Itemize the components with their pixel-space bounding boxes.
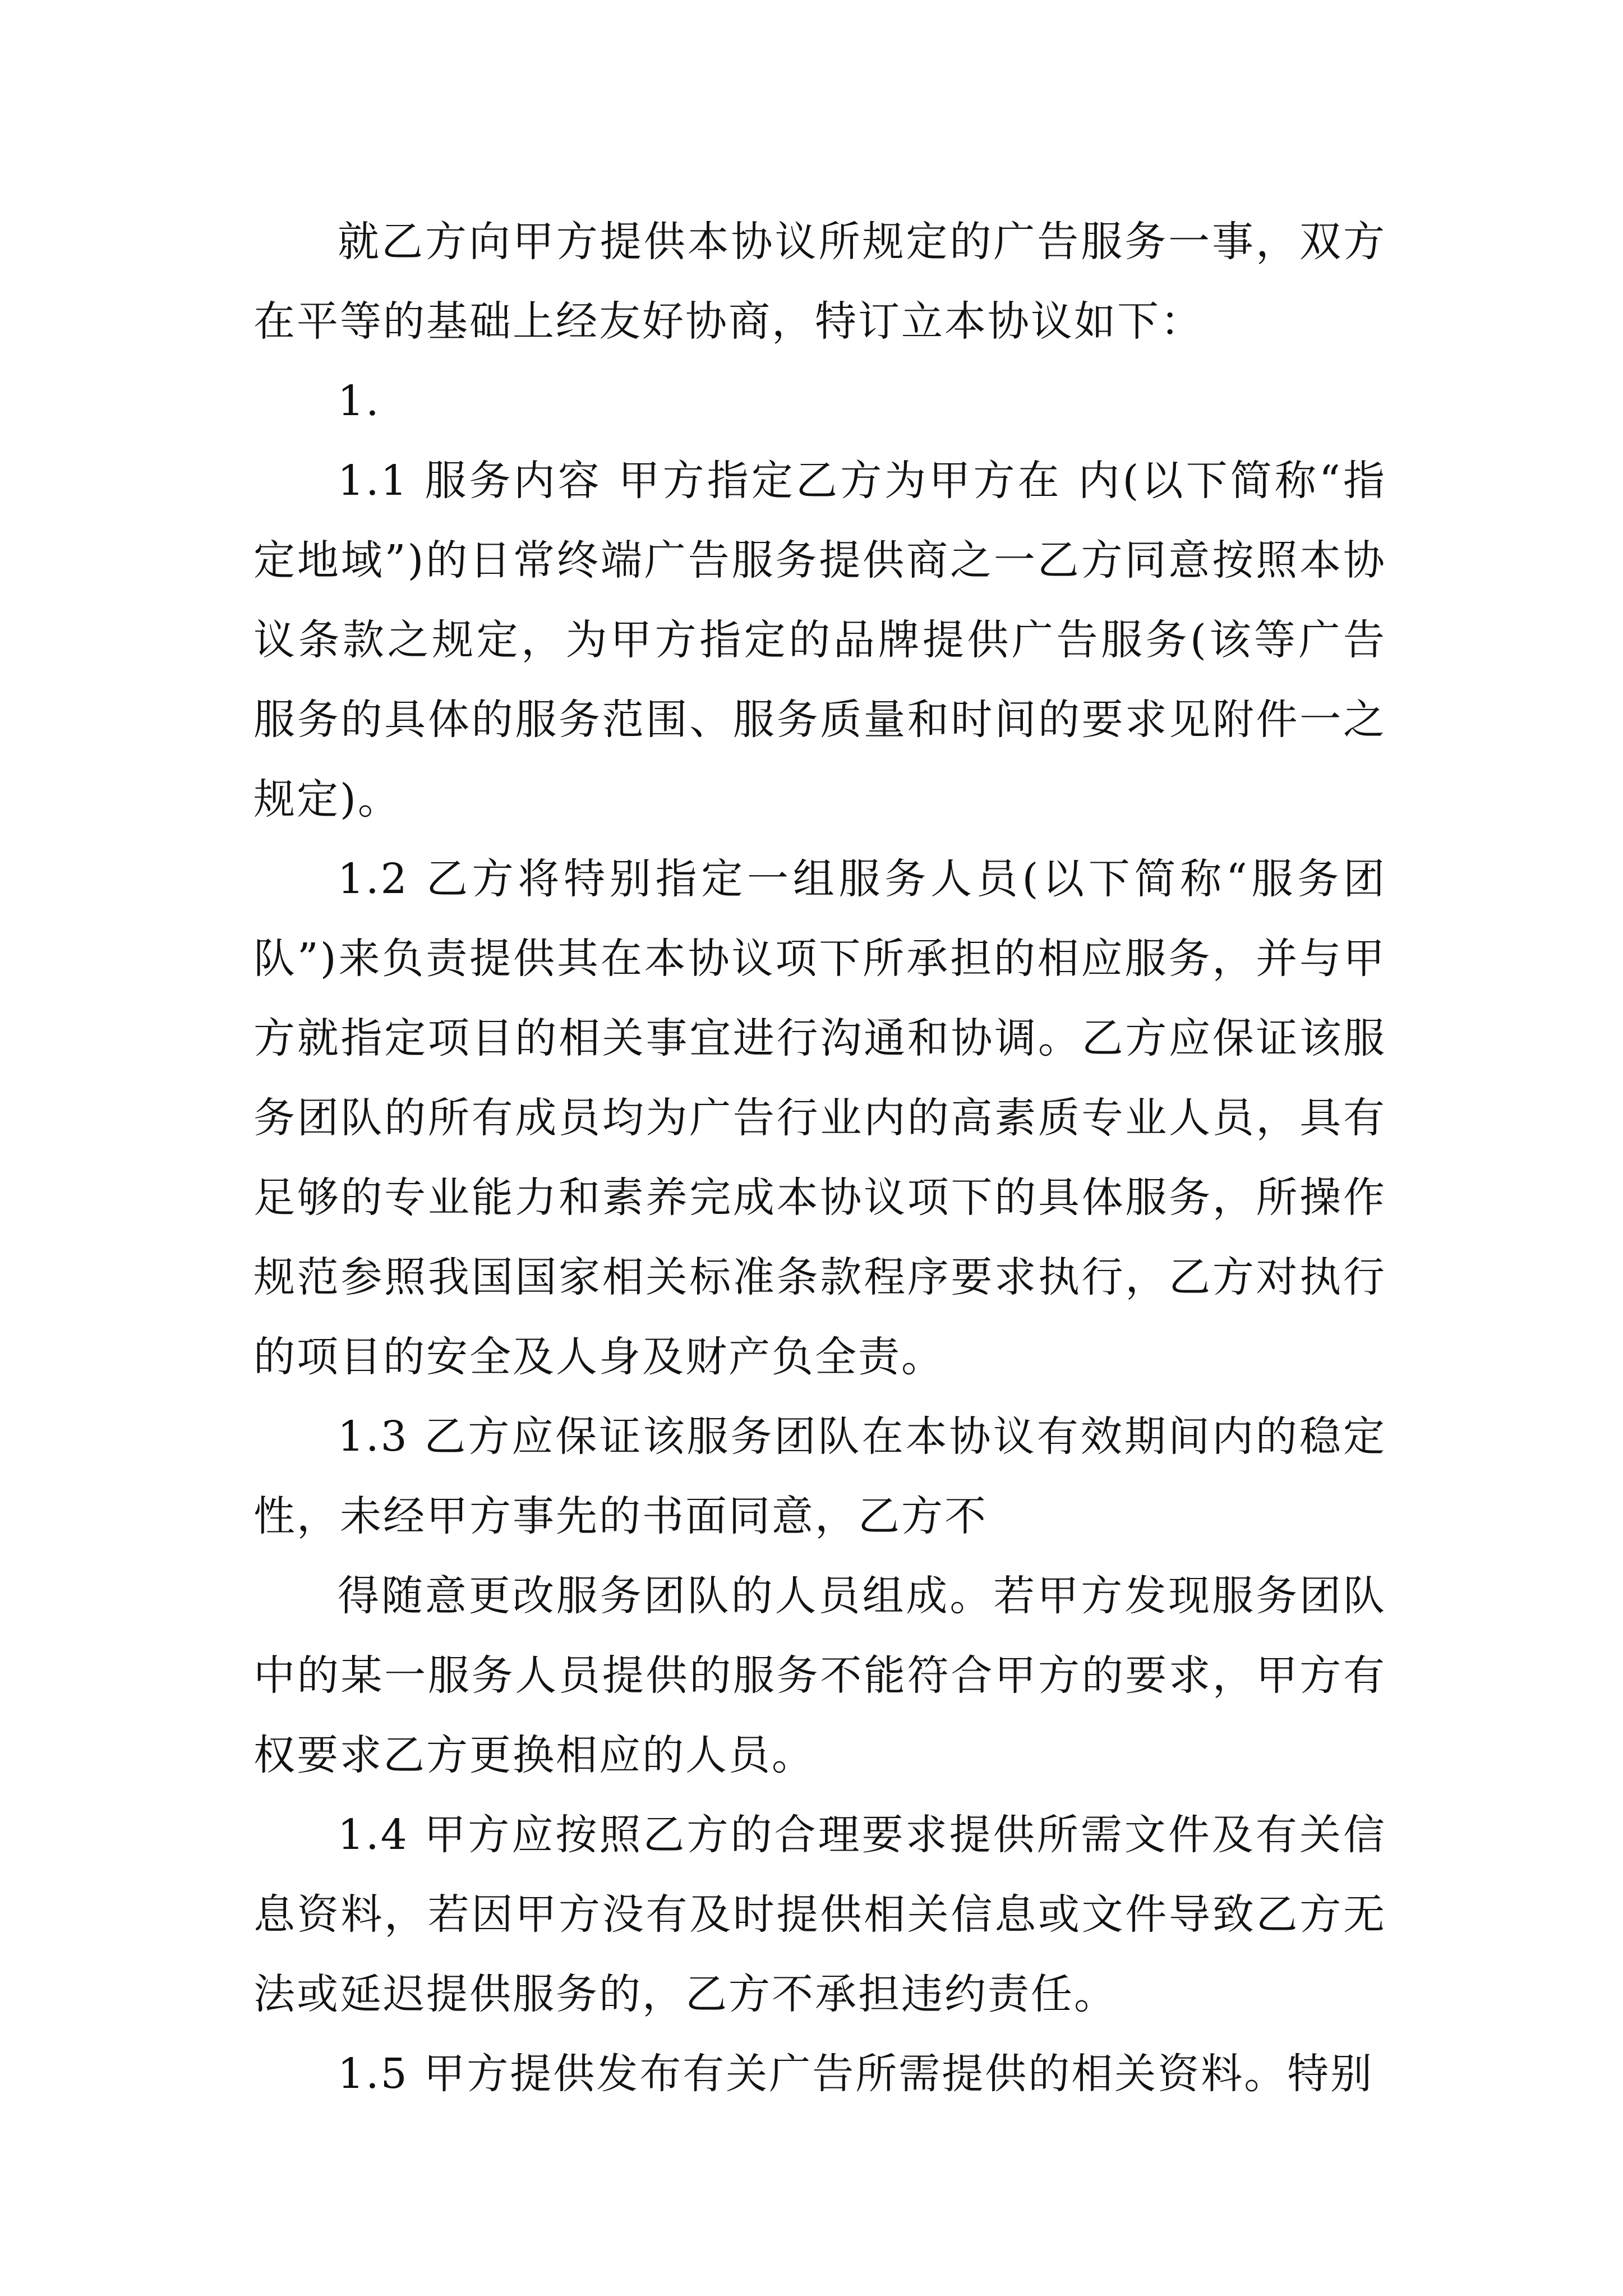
clause-1-4: 1.4 甲方应按照乙方的合理要求提供所需文件及有关信息资料，若因甲方没有及时提供相关信息或文件导致乙方无法或延迟提供服务的，乙方不承担违约责任。 — [253, 1811, 1386, 2018]
document-body — [253, 202, 1386, 2114]
clause-1-1: 1.1 服务内容 甲方指定乙方为甲方在 内(以下简称“指定地域”)的日常终端广告服务提供商之一乙方同意按照本协议条款之规定，为甲方指定的品牌提供广告服务(该等广告服务的具体的服务范围、服务质量和时间的要求见附件一之规定)。 — [253, 457, 1386, 823]
intro-paragraph: 就乙方向甲方提供本协议所规定的广告服务一事，双方在平等的基础上经友好协商，特订立本协议如下： — [253, 218, 1386, 346]
clause-1-3: 1.3 乙方应保证该服务团队在本协议有效期间内的稳定性，未经甲方事先的书面同意，乙方不 — [253, 1412, 1386, 1540]
clause-1-3-continued: 得随意更改服务团队的人员组成。若甲方发现服务团队中的某一服务人员提供的服务不能符合甲方的要求，甲方有权要求乙方更换相应的人员。 — [253, 1572, 1386, 1779]
section-heading: 1. — [338, 377, 381, 425]
clause-1-5: 1.5 甲方提供发布有关广告所需提供的相关资料。特别 — [338, 2050, 1374, 2098]
clause-1-2: 1.2 乙方将特别指定一组服务人员(以下简称“服务团队”)来负责提供其在本协议项下所承担的相应服务，并与甲方就指定项目的相关事宜进行沟通和协调。乙方应保证该服务团队的所有成员均为广告行业内的高素质专业人员，具有足够的专业能力和素养完成本协议项下的具体服务，所操作规范参照我国国家相关标准条款程序要求执行，乙方对执行的项目的安全及人身及财产负全责。 — [253, 855, 1386, 1381]
